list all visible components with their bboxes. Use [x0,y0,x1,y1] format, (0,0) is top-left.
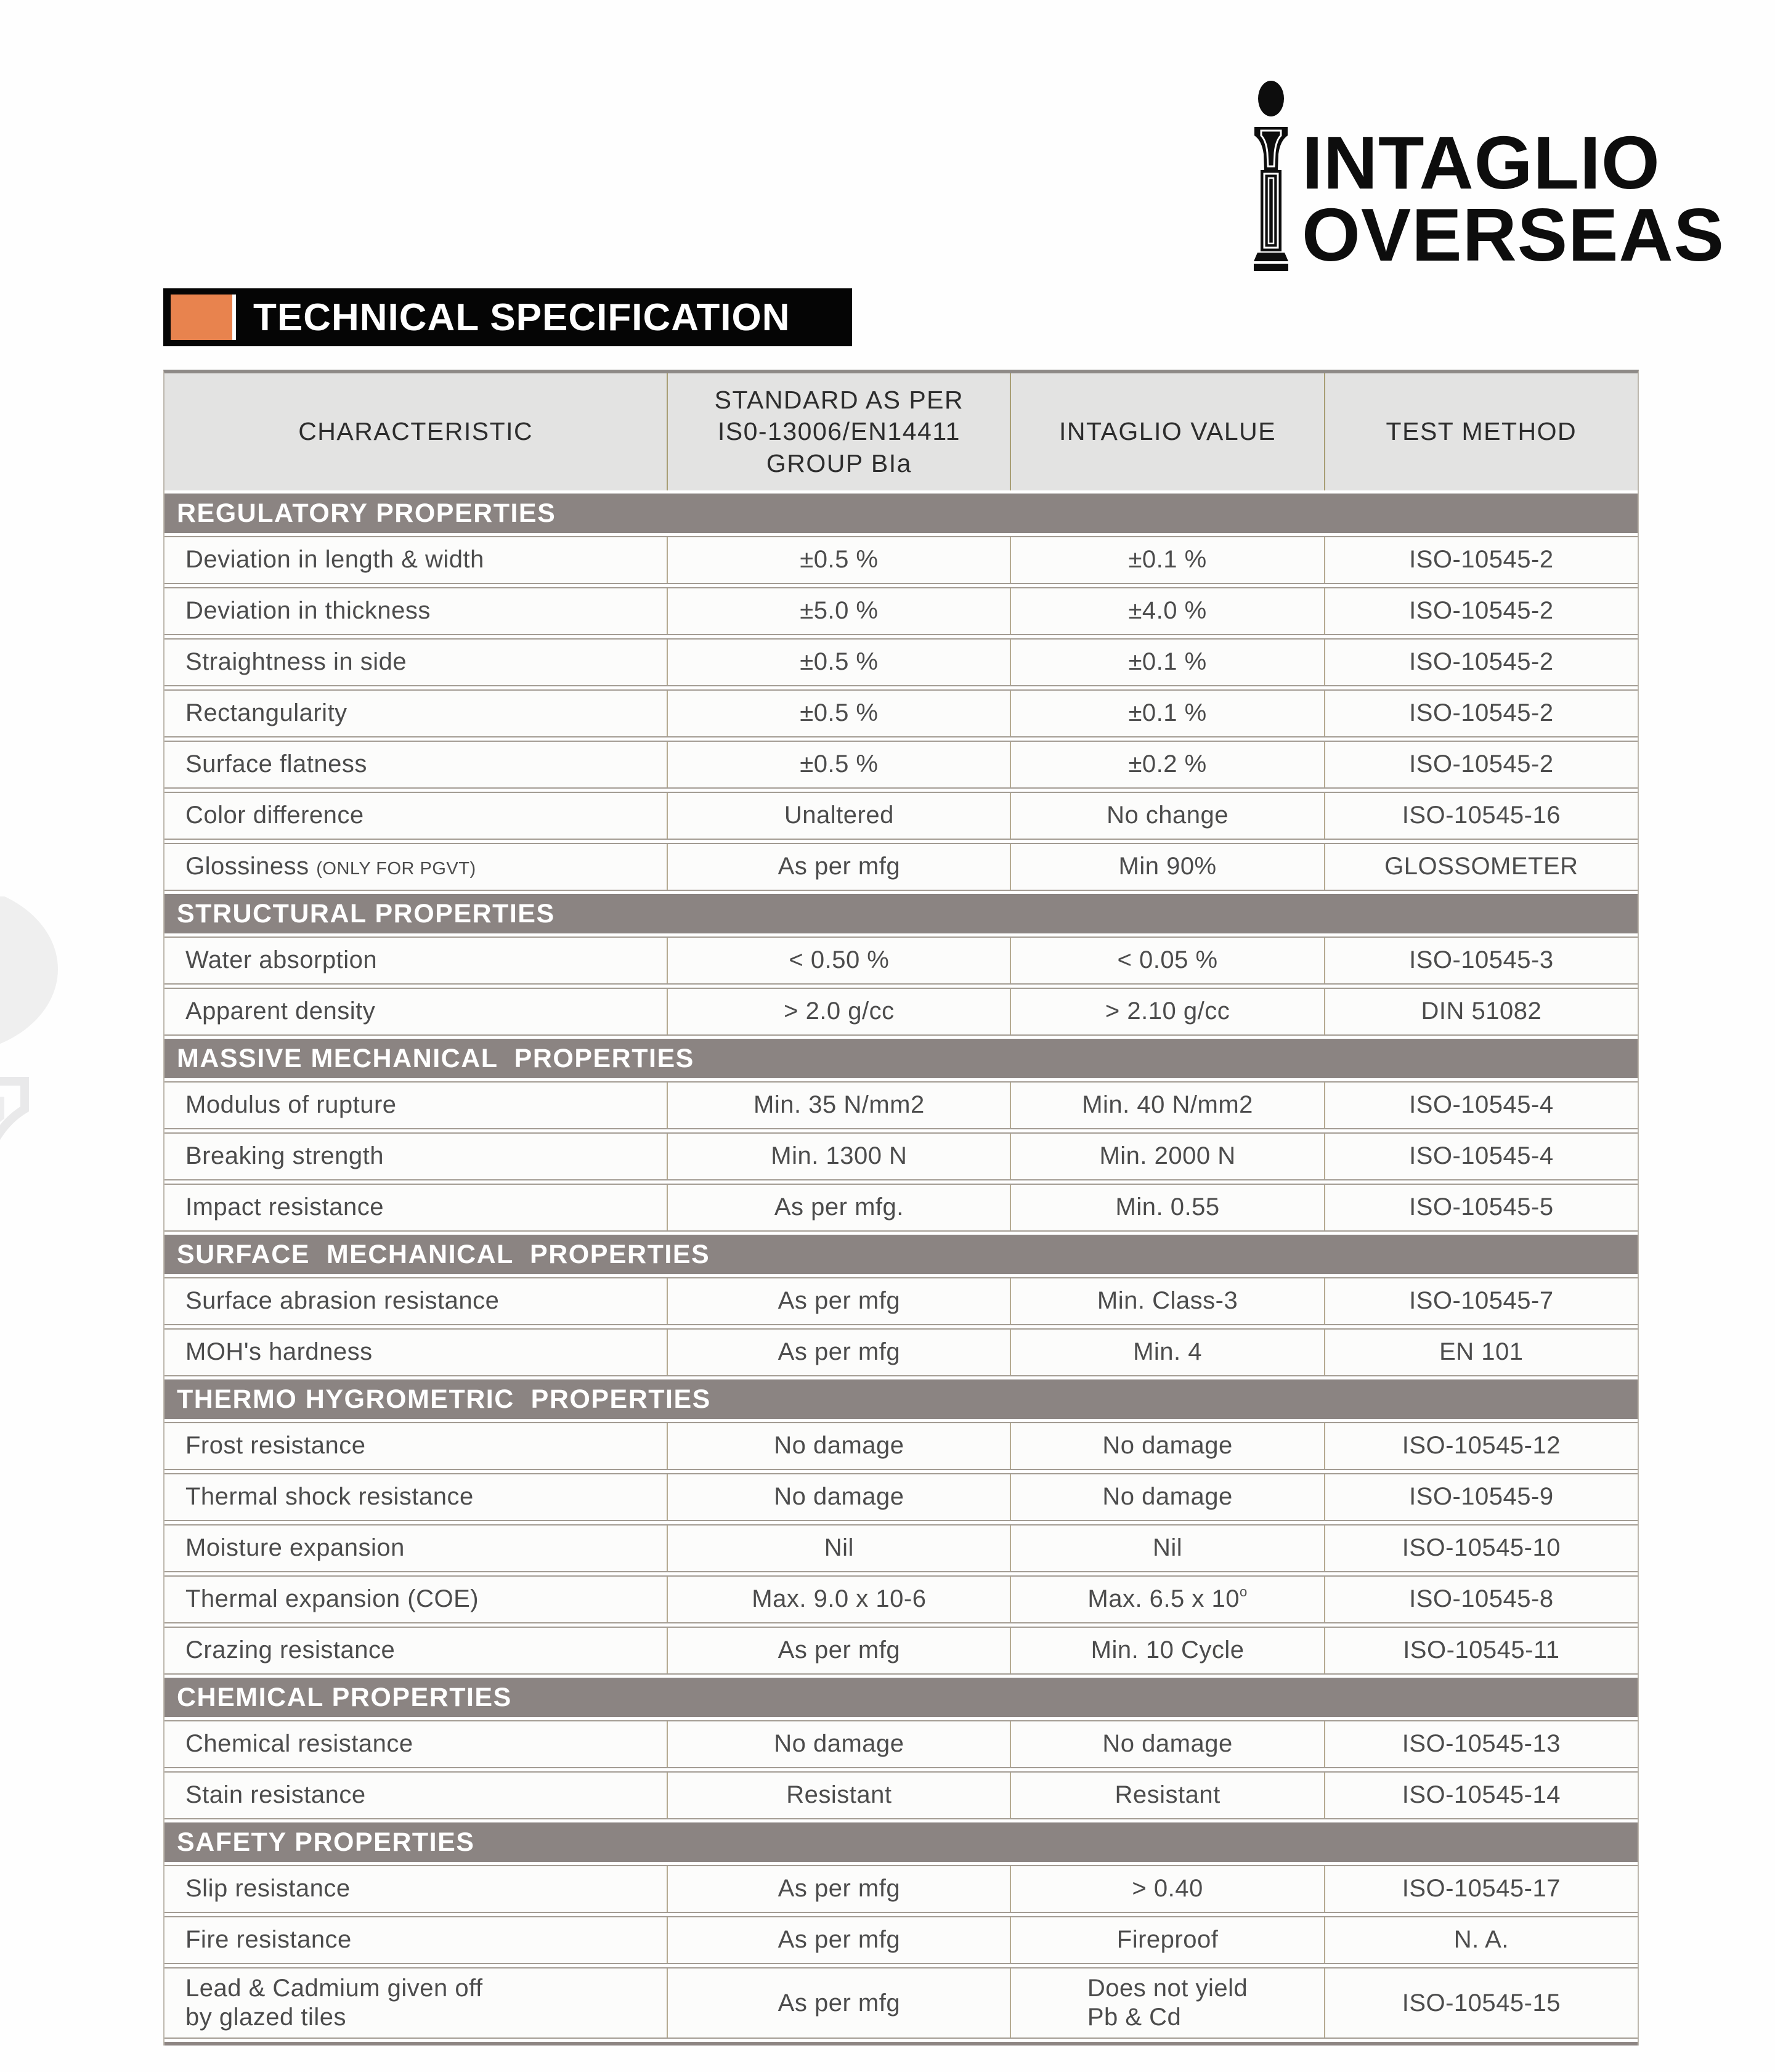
cell-intaglio-value: ±0.2 % [1010,742,1323,787]
table-row [165,792,1638,840]
table-row [165,1720,1638,1768]
cell-standard-value: As per mfg [667,1917,1010,1963]
cell-intaglio-value: Min 90% [1010,844,1323,890]
cell-test-method: N. A. [1324,1917,1638,1963]
cell-characteristic: Straightness in side [185,648,407,676]
cell-test-method: ISO-10545-8 [1324,1577,1638,1622]
cell-characteristic: Surface abrasion resistance [185,1287,500,1315]
cell-intaglio-value: Fireproof [1010,1917,1323,1963]
cell-standard-value: Nil [667,1526,1010,1571]
cell-standard-value: No damage [667,1474,1010,1520]
cell-test-method: ISO-10545-15 [1324,1968,1638,2037]
column-header-3: TEST METHOD [1324,373,1638,490]
cell-test-method: ISO-10545-16 [1324,793,1638,839]
cell-standard-value: As per mfg [667,1968,1010,2037]
cell-characteristic: Water absorption [185,946,378,974]
column-header-1: STANDARD AS PER IS0-13006/EN14411 GROUP BIa [667,373,1010,490]
cell-standard-value: Resistant [667,1773,1010,1818]
cell-characteristic: Rectangularity [185,699,347,727]
cell-test-method: ISO-10545-2 [1324,742,1638,787]
cell-standard-value: As per mfg [667,844,1010,890]
cell-test-method: EN 101 [1324,1330,1638,1375]
table-row [165,1277,1638,1325]
cell-characteristic: Glossiness (ONLY FOR PGVT) [185,853,476,880]
cell-characteristic: Modulus of rupture [185,1091,397,1119]
cell-test-method: ISO-10545-10 [1324,1526,1638,1571]
cell-characteristic: Stain resistance [185,1781,366,1809]
cell-standard-value: As per mfg [667,1278,1010,1324]
table-row [165,536,1638,584]
section-title: REGULATORY PROPERTIES [177,498,556,528]
cell-characteristic: Impact resistance [185,1193,384,1221]
cell-standard-value: As per mfg [667,1330,1010,1375]
cell-test-method: ISO-10545-12 [1324,1423,1638,1469]
section-header [165,1039,1638,1078]
cell-standard-value: ±0.5 % [667,742,1010,787]
table-row [165,638,1638,686]
page-title: TECHNICAL SPECIFICATION [253,296,790,339]
cell-intaglio-value: No change [1010,793,1323,839]
cell-intaglio-value: > 2.10 g/cc [1010,989,1323,1034]
cell-intaglio-value: ±4.0 % [1010,588,1323,634]
section-title: THERMO HYGROMETRIC PROPERTIES [177,1384,711,1414]
section-header [165,1235,1638,1274]
cell-test-method: ISO-10545-2 [1324,691,1638,736]
orange-accent-square [171,295,236,340]
cell-standard-value: > 2.0 g/cc [667,989,1010,1034]
cell-intaglio-value: Min. Class-3 [1010,1278,1323,1324]
table-bottom-rule [165,2042,1638,2046]
cell-characteristic: Thermal expansion (COE) [185,1585,479,1613]
cell-standard-value: As per mfg [667,1866,1010,1912]
cell-test-method: ISO-10545-3 [1324,938,1638,983]
cell-characteristic: MOH's hardness [185,1338,373,1366]
cell-standard-value: No damage [667,1721,1010,1767]
section-title: CHEMICAL PROPERTIES [177,1682,512,1712]
table-row [165,936,1638,985]
cell-characteristic: Apparent density [185,997,376,1025]
cell-standard-value: Min. 1300 N [667,1134,1010,1179]
cell-standard-value: ±0.5 % [667,640,1010,685]
cell-test-method: ISO-10545-4 [1324,1083,1638,1128]
cell-intaglio-value: Min. 10 Cycle [1010,1628,1323,1673]
cell-intaglio-value: ±0.1 % [1010,537,1323,583]
cell-test-method: ISO-10545-7 [1324,1278,1638,1324]
table-row [165,1967,1638,2039]
table-row [165,587,1638,635]
cell-characteristic: Color difference [185,802,364,829]
cell-test-method: ISO-10545-9 [1324,1474,1638,1520]
table-row [165,1916,1638,1964]
table-row [165,1771,1638,1819]
table-row [165,1524,1638,1572]
cell-intaglio-value: No damage [1010,1423,1323,1469]
cell-characteristic: Surface flatness [185,750,367,778]
table-row [165,988,1638,1036]
section-title: MASSIVE MECHANICAL PROPERTIES [177,1043,694,1073]
cell-standard-value: As per mfg. [667,1185,1010,1230]
column-header-0: CHARACTERISTIC [298,417,534,446]
cell-test-method: ISO-10545-4 [1324,1134,1638,1179]
cell-standard-value: Max. 9.0 x 10-6 [667,1577,1010,1622]
cell-characteristic: Crazing resistance [185,1636,396,1664]
section-header [165,894,1638,933]
brand-name [1302,120,1724,277]
table-row [165,1865,1638,1913]
table-row [165,1328,1638,1376]
cell-characteristic: Frost resistance [185,1432,366,1460]
cell-intaglio-value: No damage [1010,1721,1323,1767]
cell-small-note: (ONLY FOR PGVT) [316,859,476,879]
section-header [165,1379,1638,1419]
section-header [165,1678,1638,1717]
section-title: SURFACE MECHANICAL PROPERTIES [177,1239,710,1269]
cell-test-method: ISO-10545-2 [1324,640,1638,685]
table-row [165,1184,1638,1232]
cell-characteristic: Moisture expansion [185,1534,405,1562]
cell-standard-value: ±0.5 % [667,691,1010,736]
section-title: STRUCTURAL PROPERTIES [177,898,555,928]
column-pillar-icon [1253,79,1290,271]
cell-test-method: ISO-10545-5 [1324,1185,1638,1230]
cell-test-method: ISO-10545-11 [1324,1628,1638,1673]
section-header [165,1822,1638,1862]
cell-characteristic: Deviation in length & width [185,546,484,574]
cell-intaglio-value: > 0.40 [1010,1866,1323,1912]
cell-characteristic: Slip resistance [185,1875,351,1903]
table-row [165,741,1638,789]
cell-intaglio-value: Min. 40 N/mm2 [1010,1083,1323,1128]
column-header-2: INTAGLIO VALUE [1010,373,1323,490]
cell-intaglio-value: Min. 2000 N [1010,1134,1323,1179]
section-title: SAFETY PROPERTIES [177,1827,475,1857]
cell-characteristic: Thermal shock resistance [185,1483,474,1511]
cell-standard-value: As per mfg [667,1628,1010,1673]
cell-intaglio-value: Resistant [1010,1773,1323,1818]
cell-test-method: ISO-10545-2 [1324,537,1638,583]
cell-test-method: DIN 51082 [1324,989,1638,1034]
cell-intaglio-value: Does not yield Pb & Cd [1010,1968,1323,2037]
table-row [165,1627,1638,1675]
cell-intaglio-value: Min. 0.55 [1010,1185,1323,1230]
table-row [165,1473,1638,1521]
brand-logo [1253,79,1724,277]
cell-standard-value: No damage [667,1423,1010,1469]
table-row [165,689,1638,737]
table-header-row [165,373,1638,490]
brand-name-line1: INTAGLIO [1302,120,1660,205]
cell-test-method: ISO-10545-2 [1324,588,1638,634]
cell-standard-value: Min. 35 N/mm2 [667,1083,1010,1128]
cell-characteristic: Chemical resistance [185,1730,413,1758]
cell-intaglio-value: No damage [1010,1474,1323,1520]
cell-characteristic: Breaking strength [185,1142,384,1170]
cell-intaglio-value: < 0.05 % [1010,938,1323,983]
cell-characteristic: Fire resistance [185,1926,352,1954]
cell-test-method: ISO-10545-14 [1324,1773,1638,1818]
cell-intaglio-value: Min. 4 [1010,1330,1323,1375]
table-row [165,1132,1638,1180]
cell-intaglio-value: ±0.1 % [1010,640,1323,685]
cell-intaglio-value: ±0.1 % [1010,691,1323,736]
cell-test-method: ISO-10545-17 [1324,1866,1638,1912]
section-header [165,494,1638,533]
page-title-bar [163,288,852,346]
table-row [165,1422,1638,1470]
cell-standard-value: ±5.0 % [667,588,1010,634]
brand-name-line2: OVERSEAS [1302,192,1724,277]
cell-intaglio-value: Max. 6.5 x 10$^o$ [1010,1577,1323,1622]
cell-test-method: GLOSSOMETER [1324,844,1638,890]
cell-standard-value: < 0.50 % [667,938,1010,983]
cell-test-method: ISO-10545-13 [1324,1721,1638,1767]
table-row [165,843,1638,891]
cell-standard-value: ±0.5 % [667,537,1010,583]
table-row [165,1575,1638,1623]
specification-table [163,370,1639,2046]
pillar-watermark-icon [0,896,124,1451]
cell-standard-value: Unaltered [667,793,1010,839]
cell-characteristic: Lead & Cadmium given off by glazed tiles [185,1975,483,2031]
cell-characteristic: Deviation in thickness [185,597,431,625]
cell-intaglio-value: Nil [1010,1526,1323,1571]
table-row [165,1081,1638,1129]
